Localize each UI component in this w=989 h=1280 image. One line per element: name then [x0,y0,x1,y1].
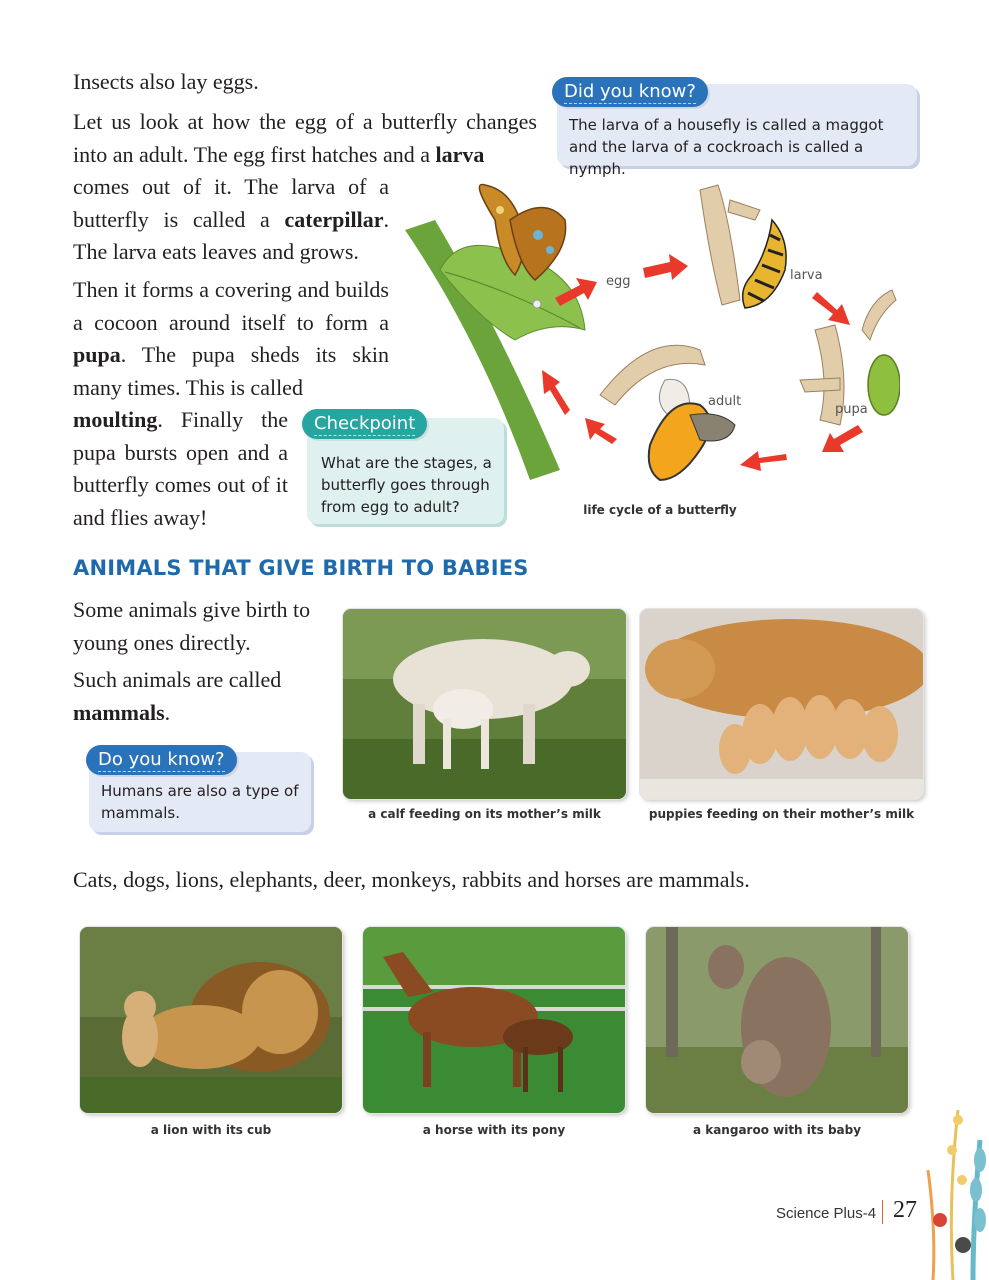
section-heading: ANIMALS THAT GIVE BIRTH TO BABIES [73,556,529,580]
intro-paragraph-2-top: Let us look at how the egg of a butterfly changes into an adult. The egg first hatches and a larva [73,109,537,167]
kangaroo-caption: a kangaroo with its baby [692,1123,862,1137]
lion-cub-photo [80,927,342,1113]
term-larva: larva [435,141,485,167]
label-pupa: pupa [835,402,868,417]
ladybug-icon [933,1213,947,1227]
dog-puppies-photo [640,609,923,799]
mammals-paragraph-2: Such animals are called mammals. [73,667,282,725]
do-you-know-text: Humans are also a type of mammals. [101,782,299,822]
term-pupa: pupa [73,342,121,367]
life-cycle-caption: life cycle of a butterfly [583,503,737,517]
do-you-know-label: Do you know? [86,745,237,775]
mammals-examples: Cats, dogs, lions, elephants, deer, monkeys, rabbits and horses are mammals. [73,867,750,892]
arrow-adult-to-lay [585,418,617,444]
arrow-to-larva [643,254,688,280]
cow-caption: a calf feeding on its mother’s milk [368,807,601,821]
mammals-paragraph-1: Some animals give birth to young ones directly. [73,597,311,655]
cow-calf-photo [343,609,626,799]
intro-paragraph-3: Then it forms a covering and builds a cocoon around itself to form a pupa. The pupa sheds its skin many times. This is called [73,277,389,400]
lion-caption: a lion with its cub [150,1123,272,1137]
arrow-adult-to-egg [542,370,570,415]
chrysalis-icon [868,355,900,415]
intro-paragraph-1: Insects also lay eggs. [73,69,259,94]
snail-icon [955,1237,971,1253]
term-mammals: mammals [73,699,165,725]
horse-pony-photo [363,927,625,1113]
did-you-know-label: Did you know? [552,77,708,107]
checkpoint-label: Checkpoint [302,409,427,439]
label-adult: adult [708,394,742,409]
intro-paragraph-3-end: moulting. Finally the pupa bursts open and a butterfly comes out of it and flies away! [73,407,288,530]
kangaroo-baby-photo [646,927,908,1113]
horse-caption: a horse with its pony [422,1123,566,1137]
term-moulting: moulting [73,407,158,432]
did-you-know-text: The larva of a housefly is called a maggot and the larva of a cockroach is called a nymph. [569,116,884,178]
page-number: 27 [893,1197,917,1223]
label-egg: egg [606,274,631,289]
arrow-pupa-to-adult [822,425,863,452]
egg-icon [533,300,541,308]
dog-caption: puppies feeding on their mother’s milk [648,807,915,821]
arrow-larva-to-pupa [812,292,850,325]
term-caterpillar: caterpillar [284,206,384,232]
arrow-to-adult [740,451,787,471]
checkpoint-text: What are the stages, a butterfly goes through from egg to adult? [321,454,492,516]
label-larva: larva [790,268,823,283]
butterfly-life-cycle-illustration [400,180,900,485]
footer-book-title: Science Plus-4 [776,1205,877,1222]
caterpillar-icon [743,220,786,308]
intro-paragraph-2-bottom: comes out of it. The larva of a butterfly is called a caterpillar. The larva eats leaves and grows. [73,174,389,264]
decorative-plant-icon [918,1100,989,1280]
footer-divider [882,1200,883,1224]
